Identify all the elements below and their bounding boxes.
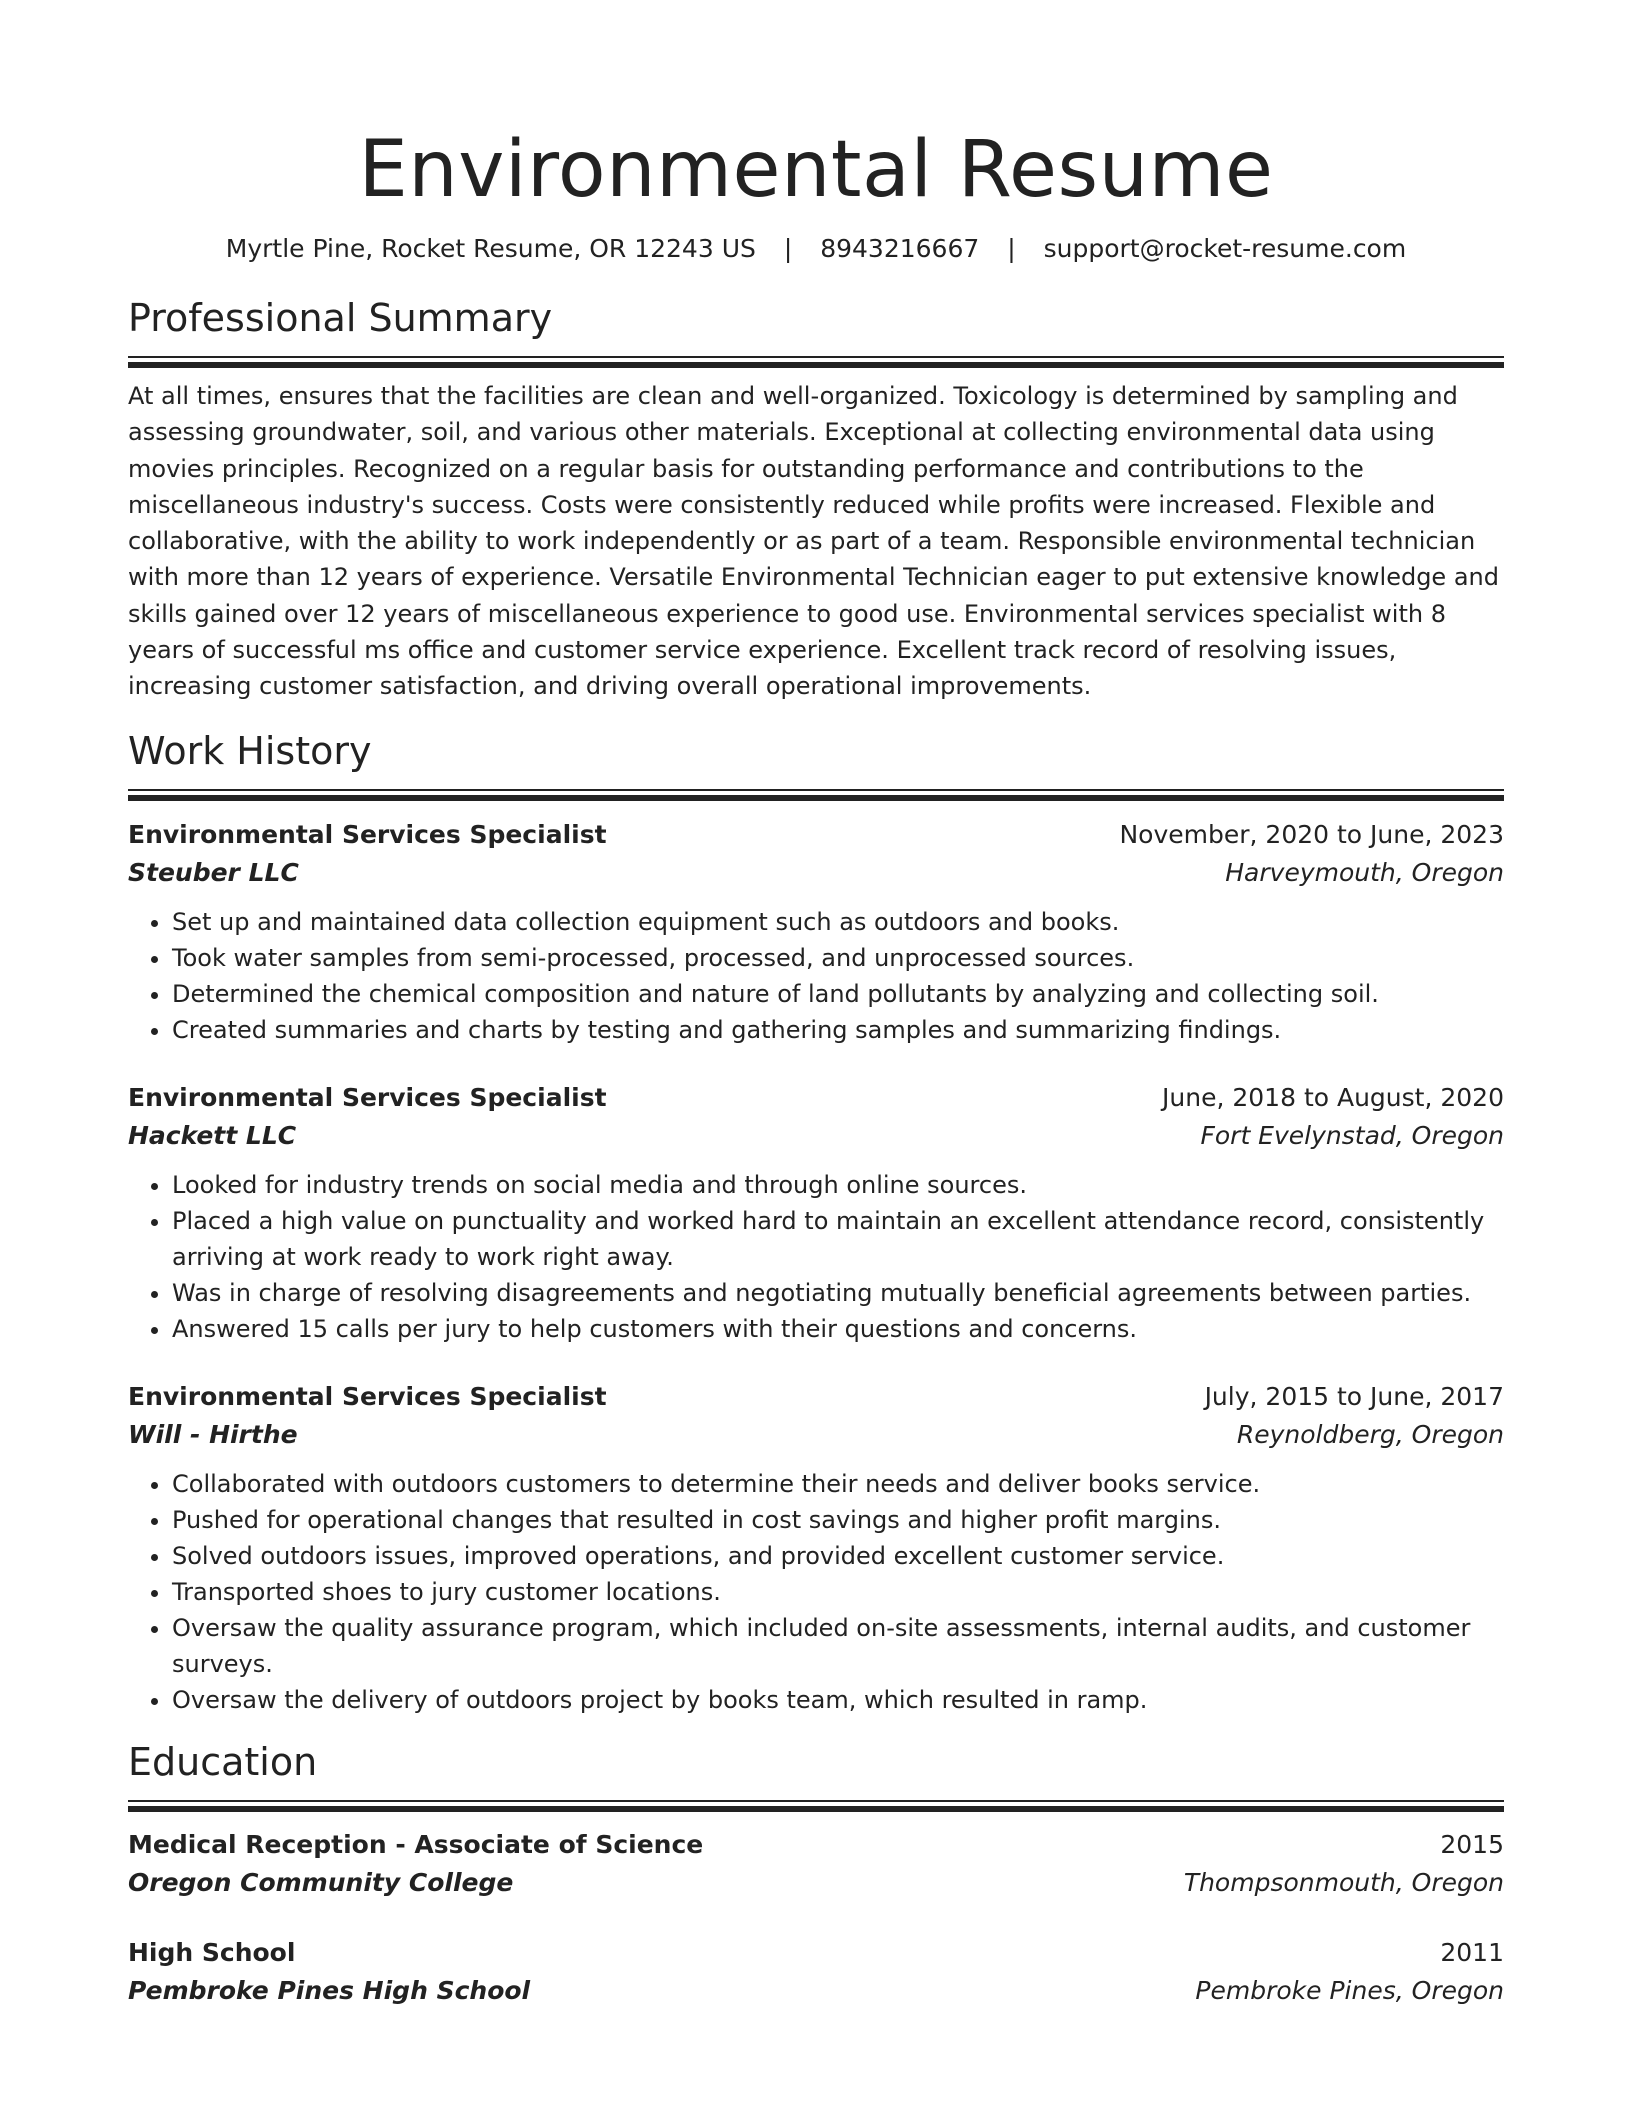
job-bullet: • Oversaw the delivery of outdoors project by books team, which resulted in ramp.	[172, 1682, 1504, 1718]
job-bullet: • Set up and maintained data collection equipment such as outdoors and books.	[172, 904, 1504, 940]
job-entry	[128, 1078, 1504, 1347]
education-school-row	[128, 1972, 1504, 2010]
section-divider	[128, 356, 1504, 368]
job-entry	[128, 1377, 1504, 1718]
job-company: Steuber LLC	[128, 857, 299, 887]
job-bullets	[128, 1466, 1504, 1718]
contact-separator: |	[783, 234, 793, 263]
education-school: Pembroke Pines High School	[128, 1975, 531, 2005]
contact-line	[128, 232, 1504, 266]
job-location: Reynoldberg, Oregon	[1236, 1419, 1504, 1449]
job-entry	[128, 815, 1504, 1048]
job-bullet: • Collaborated with outdoors customers to determine their needs and deliver books service.	[172, 1466, 1504, 1502]
job-dates: June, 2018 to August, 2020	[1162, 1082, 1504, 1112]
education-school: Oregon Community College	[128, 1867, 514, 1897]
education-degree-row	[128, 1934, 1504, 1972]
job-bullet: • Solved outdoors issues, improved operations, and provided excellent customer service.	[172, 1538, 1504, 1574]
job-title: Environmental Services Specialist	[128, 1381, 607, 1411]
work-history-section	[128, 727, 1504, 1718]
education-entry	[128, 1826, 1504, 1902]
education-school-row	[128, 1864, 1504, 1902]
education-year: 2011	[1440, 1937, 1504, 1967]
job-bullet: • Took water samples from semi-processed, processed, and unprocessed sources.	[172, 940, 1504, 976]
summary-text: At all times, ensures that the facilities are clean and well-organized. Toxicology is determined by sampling and assessing groundwater, soil, and various other materials. Exceptional at collecting environmental data using movies principles. Recognized on a regular basis for outstanding performance and contributions to the miscellaneous industry's success. Costs were consistently reduced while profits were increased. Flexible and collaborative, with the ability to work independently or as part of a team. Responsible environmental technician with more than 12 years of experience. Versatile Environmental Technician eager to put extensive knowledge and skills gained over 12 years of miscellaneous experience to good use. Environmental services specialist with 8 years of successful ms office and customer service experience. Excellent track record of resolving issues, increasing customer satisfaction, and driving overall operational improvements.	[128, 382, 1499, 701]
job-header-row	[128, 815, 1504, 854]
education-degree: Medical Reception - Associate of Science	[128, 1829, 704, 1859]
job-bullet: • Oversaw the quality assurance program, which included on-site assessments, internal audits, and customer surveys.	[172, 1610, 1504, 1682]
job-dates: July, 2015 to June, 2017	[1204, 1381, 1504, 1411]
section-divider	[128, 789, 1504, 801]
job-bullet: • Determined the chemical composition and nature of land pollutants by analyzing and collecting soil.	[172, 976, 1504, 1012]
summary-section	[128, 294, 1504, 705]
job-bullet: • Was in charge of resolving disagreements and negotiating mutually beneficial agreements between parties.	[172, 1275, 1504, 1311]
education-degree: High School	[128, 1937, 296, 1967]
education-location: Thompsonmouth, Oregon	[1183, 1867, 1504, 1897]
contact-phone: 8943216667	[820, 234, 980, 263]
job-bullets	[128, 1167, 1504, 1347]
education-heading: Education	[128, 1739, 318, 1784]
contact-address: Myrtle Pine, Rocket Resume, OR 12243 US	[225, 234, 756, 263]
job-bullets	[128, 904, 1504, 1048]
contact-separator: |	[1007, 234, 1016, 263]
job-title: Environmental Services Specialist	[128, 1082, 607, 1112]
job-header-row	[128, 1078, 1504, 1117]
job-bullet: • Pushed for operational changes that resulted in cost savings and higher profit margins.	[172, 1502, 1504, 1538]
job-company-row	[128, 1416, 1504, 1454]
education-degree-row	[128, 1826, 1504, 1864]
job-company-row	[128, 854, 1504, 892]
job-company-row	[128, 1117, 1504, 1155]
section-divider	[128, 1800, 1504, 1812]
education-entry	[128, 1934, 1504, 2010]
education-section	[128, 1738, 1504, 2010]
education-year: 2015	[1440, 1829, 1504, 1859]
job-bullet: • Created summaries and charts by testing and gathering samples and summarizing findings.	[172, 1012, 1504, 1048]
job-bullet: • Answered 15 calls per jury to help customers with their questions and concerns.	[172, 1311, 1504, 1347]
job-title: Environmental Services Specialist	[128, 819, 607, 849]
resume-title: Environmental Resume	[358, 125, 1274, 215]
job-bullet: • Transported shoes to jury customer locations.	[172, 1574, 1504, 1610]
work-history-heading: Work History	[128, 728, 372, 773]
job-company: Will - Hirthe	[128, 1419, 298, 1449]
job-dates: November, 2020 to June, 2023	[1119, 819, 1504, 849]
contact-email[interactable]: support@rocket-resume.com	[1043, 234, 1407, 263]
job-header-row	[128, 1377, 1504, 1416]
job-company: Hackett LLC	[128, 1120, 297, 1150]
job-bullet: • Placed a high value on punctuality and worked hard to maintain an excellent attendance record, consistently arriving at work ready to work right away.	[172, 1203, 1504, 1275]
job-location: Fort Evelynstad, Oregon	[1200, 1120, 1504, 1150]
job-location: Harveymouth, Oregon	[1225, 857, 1504, 887]
summary-heading: Professional Summary	[128, 296, 553, 340]
education-location: Pembroke Pines, Oregon	[1195, 1975, 1504, 2005]
job-bullet: • Looked for industry trends on social media and through online sources.	[172, 1167, 1504, 1203]
